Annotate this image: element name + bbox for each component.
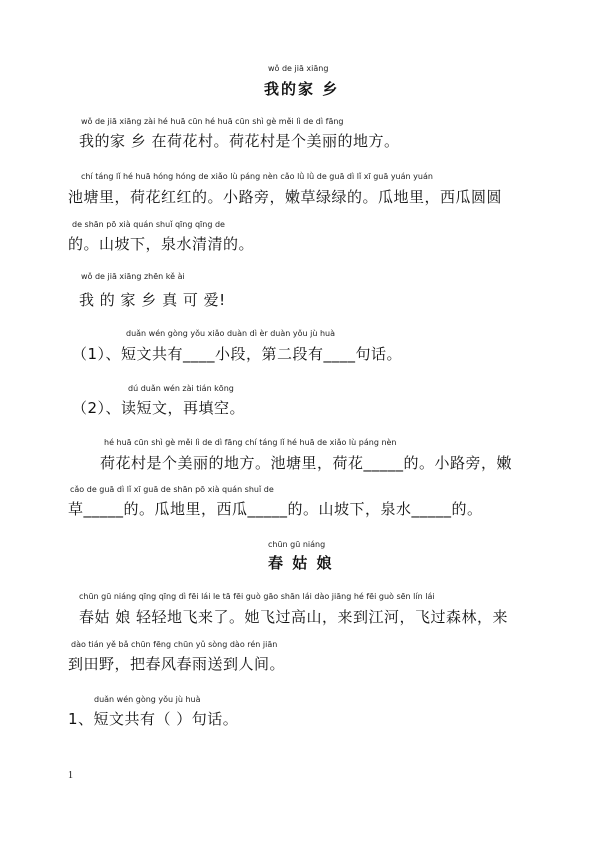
section-2-line-2: 到田野，把春风春雨送到人间。 (68, 655, 286, 673)
question-2-pinyin: dú duǎn wén zài tián kōng (128, 384, 234, 393)
passage-line-1-pinyin: wǒ de jiā xiāng zài hé huā cūn hé huā cūn shì gè měi lì de dì fāng (81, 117, 344, 126)
fill-line-1-pinyin: hé huā cūn shì gè měi lì de dì fāng chí táng lǐ hé huā de xiǎo lù páng nèn (104, 438, 397, 447)
passage-line-4-pinyin: wǒ de jiā xiāng zhēn kě ài (81, 272, 185, 281)
section-2-title: 春 姑 娘 (268, 554, 334, 572)
section-2-line-1-pinyin: chūn gū niáng qīng qīng dì fēi lái le tā fēi guò gāo shān lái dào jiāng hé fēi guò sēn lín lái (79, 592, 435, 601)
question-2: （2）、读短文，再填空。 (72, 399, 246, 417)
question-1: （1）、短文共有____小段，第二段有____句话。 (72, 345, 403, 363)
fill-line-1: 荷花村是个美丽的地方。池塘里，荷花_____的。小路旁，嫩 (100, 454, 513, 472)
passage-line-1: 我的家 乡 在荷花村。荷花村是个美丽的地方。 (79, 132, 400, 150)
page-title: 我的家 乡 (264, 80, 340, 98)
section-2-line-2-pinyin: dào tián yě bǎ chūn fēng chūn yǔ sòng dào rén jiān (71, 640, 278, 649)
section-2-title-pinyin: chūn gū niáng (268, 540, 326, 549)
page-number: 1 (68, 770, 73, 781)
section-2-line-1: 春姑 娘 轻轻地飞来了。她飞过高山，来到江河，飞过森林，来 (79, 608, 509, 626)
question-1-pinyin: duǎn wén gòng yǒu xiǎo duàn dì èr duàn yǒu jù huà (126, 329, 335, 338)
passage-line-4: 我 的 家 乡 真 可 爱! (79, 291, 226, 309)
section-2-question-pinyin: duǎn wén gòng yǒu jù huà (94, 695, 201, 704)
passage-line-3-pinyin: de shān pō xià quán shuǐ qīng qīng de (72, 220, 225, 229)
fill-line-2: 草_____的。瓜地里，西瓜_____的。山坡下，泉水_____的。 (68, 500, 483, 518)
passage-line-2-pinyin: chí táng lǐ hé huā hóng hóng de xiǎo lù páng nèn cǎo lǜ lǜ de guā dì lǐ xī guā yuán yuán (81, 172, 433, 181)
passage-line-2: 池塘里，荷花红红的。小路旁，嫩草绿绿的。瓜地里，西瓜圆圆 (68, 188, 503, 206)
passage-line-3: 的。山坡下，泉水清清的。 (68, 235, 255, 253)
fill-line-2-pinyin: cǎo de guā dì lǐ xī guā de shān pō xià quán shuǐ de (70, 485, 274, 494)
section-2-question: 1、短文共有（ ）句话。 (68, 710, 239, 728)
title-pinyin: wǒ de jiā xiāng (268, 64, 329, 73)
